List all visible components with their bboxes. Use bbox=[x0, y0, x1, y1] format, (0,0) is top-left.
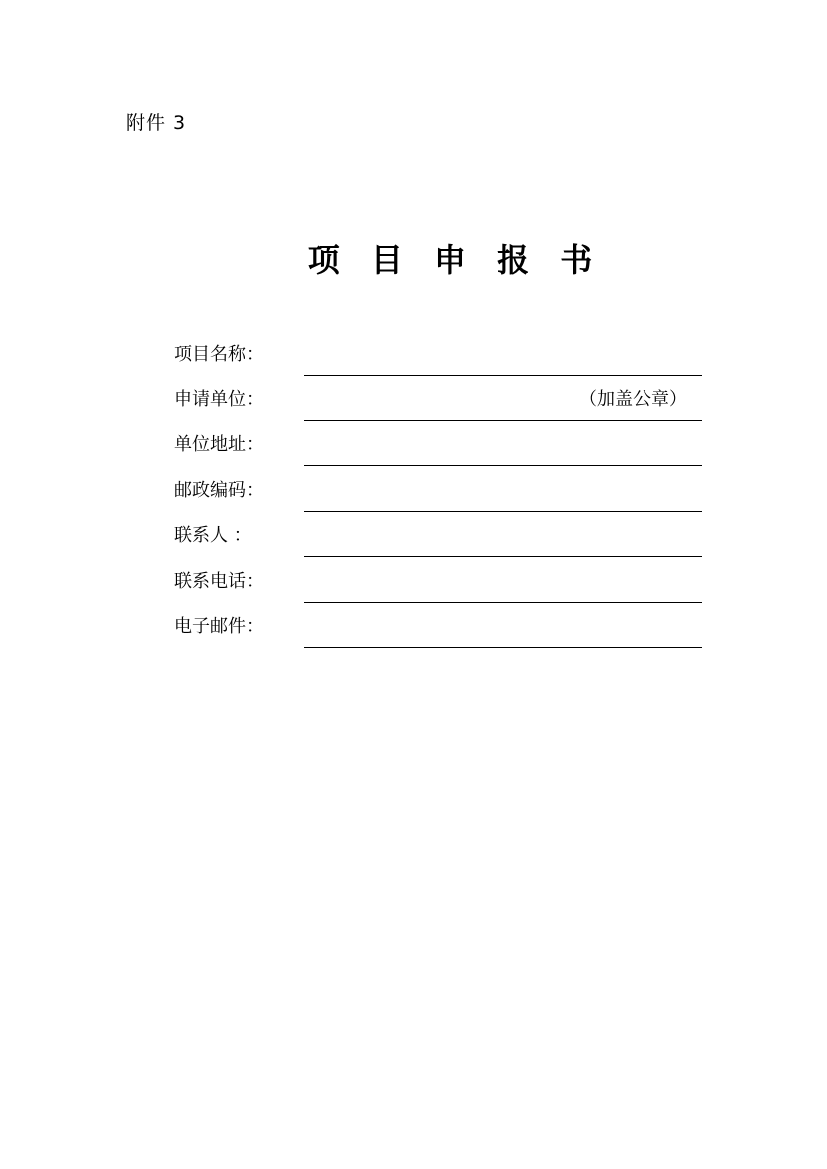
field-line-unit-address[interactable] bbox=[304, 465, 702, 466]
field-line-email[interactable] bbox=[304, 647, 702, 648]
form-row-applicant-unit bbox=[0, 387, 827, 433]
field-line-contact-person[interactable] bbox=[304, 556, 702, 557]
form-row-project-name bbox=[0, 342, 827, 388]
field-label-applicant-unit: 申请单位： bbox=[174, 389, 264, 410]
form-row-contact-person bbox=[0, 523, 827, 569]
field-label-contact-phone: 联系电话： bbox=[174, 571, 264, 592]
field-label-contact-person: 联系人 ： bbox=[174, 525, 252, 546]
field-line-postal-code[interactable] bbox=[304, 511, 702, 512]
official-seal-note: （加盖公章） bbox=[579, 389, 687, 410]
form-row-contact-phone bbox=[0, 569, 827, 615]
field-label-postal-code: 邮政编码： bbox=[174, 480, 264, 501]
form-row-unit-address bbox=[0, 432, 827, 478]
field-line-contact-phone[interactable] bbox=[304, 602, 702, 603]
field-line-project-name[interactable] bbox=[304, 375, 702, 376]
field-label-email: 电子邮件： bbox=[174, 616, 264, 637]
field-label-project-name: 项目名称： bbox=[174, 344, 264, 365]
form-row-postal-code bbox=[0, 478, 827, 524]
field-label-unit-address: 单位地址： bbox=[174, 434, 264, 455]
form-row-email bbox=[0, 614, 827, 660]
field-line-applicant-unit[interactable] bbox=[304, 420, 702, 421]
document-title: 项 目 申 报 书 bbox=[307, 241, 593, 279]
attachment-label: 附件 3 bbox=[126, 112, 187, 134]
